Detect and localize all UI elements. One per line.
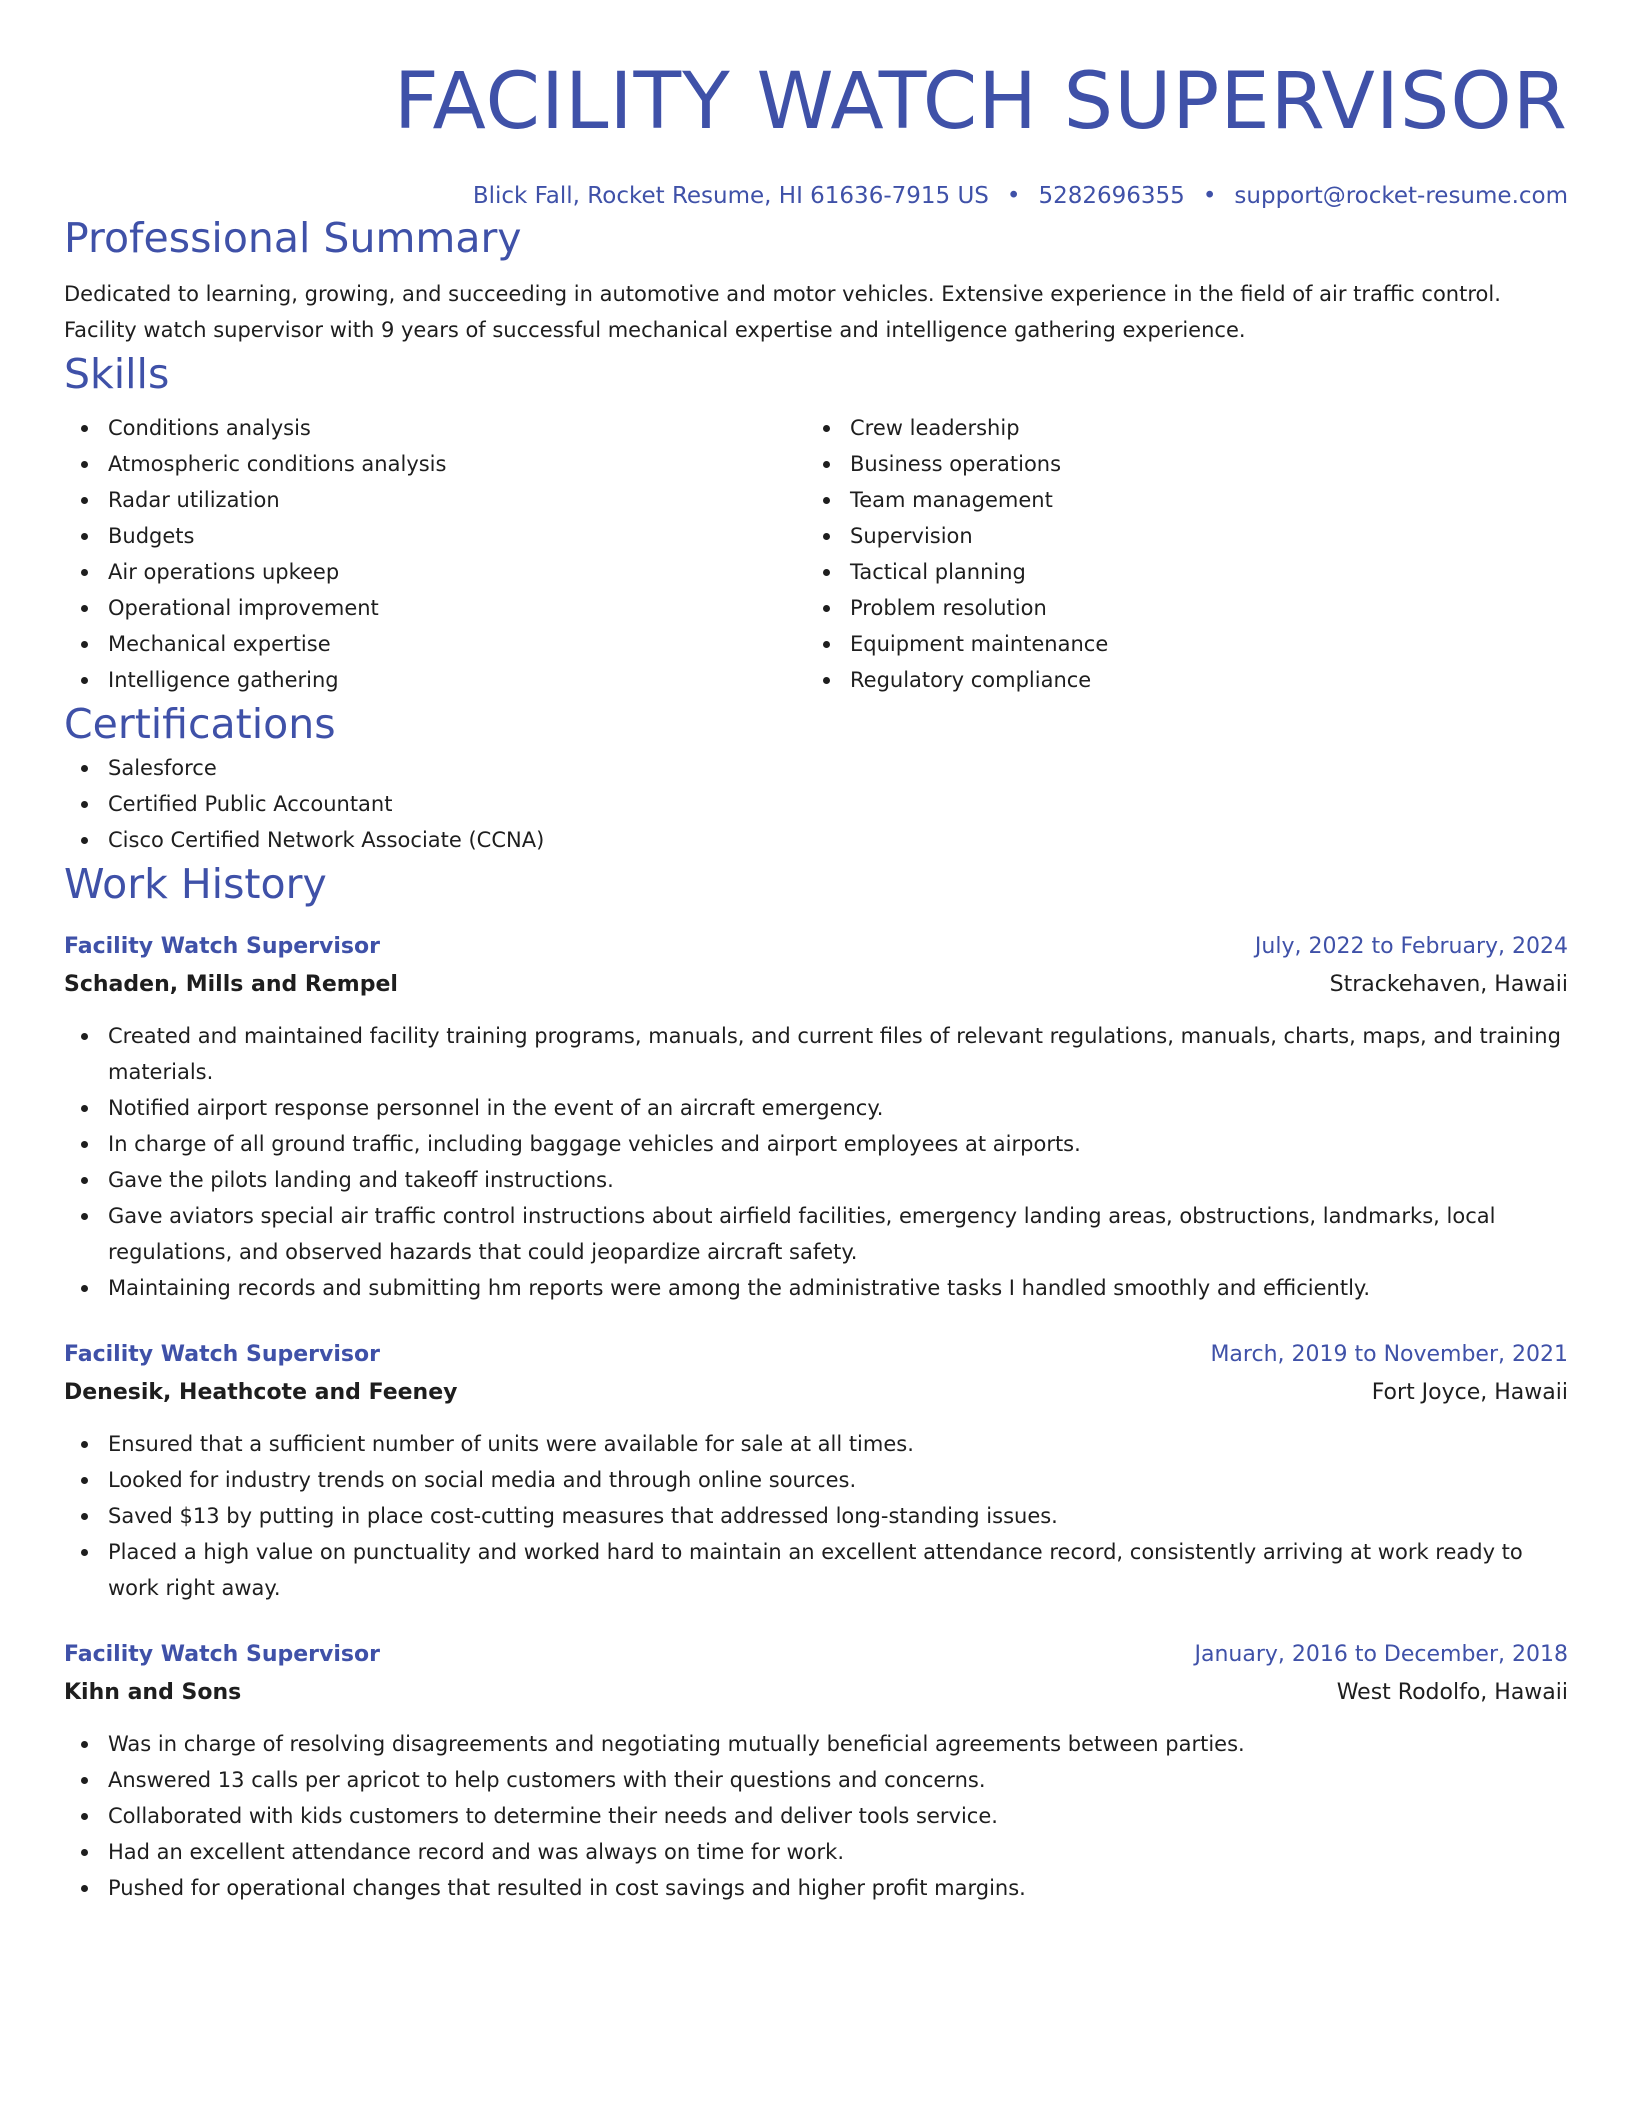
certification-item: Cisco Certified Network Associate (CCNA)	[64, 822, 1568, 858]
job-title: Facility Watch Supervisor	[64, 1342, 380, 1367]
job-bullet: Gave aviators special air traffic control instructions about airfield facilities, emergency landing areas, obstructions, landmarks, local regulations, and observed hazards that could jeopardize aircraft safety.	[64, 1198, 1568, 1270]
skill-item: Equipment maintenance	[806, 626, 1548, 662]
skill-item: Team management	[806, 482, 1548, 518]
job-location: Strackehaven, Hawaii	[1329, 972, 1568, 997]
skill-item: Supervision	[806, 518, 1548, 554]
certification-item: Salesforce	[64, 750, 1568, 786]
job-bullets	[64, 1426, 1568, 1606]
job-bullet: Gave the pilots landing and takeoff instructions.	[64, 1162, 1568, 1198]
contact-separator: •	[1202, 183, 1217, 209]
job-bullet: Maintaining records and submitting hm reports were among the administrative tasks I handled smoothly and efficiently.	[64, 1270, 1568, 1306]
skill-item: Problem resolution	[806, 590, 1548, 626]
job-bullets	[64, 1018, 1568, 1306]
skill-item: Tactical planning	[806, 554, 1548, 590]
contact-email: support@rocket-resume.com	[1234, 183, 1568, 209]
job-bullet: Answered 13 calls per apricot to help customers with their questions and concerns.	[64, 1762, 1568, 1798]
job-company: Schaden, Mills and Rempel	[64, 972, 398, 997]
job-company-row	[64, 1674, 1568, 1712]
job-bullet: Looked for industry trends on social media and through online sources.	[64, 1462, 1568, 1498]
skill-item: Air operations upkeep	[64, 554, 806, 590]
skills-heading: Skills	[64, 350, 170, 398]
job-bullet: Was in charge of resolving disagreements and negotiating mutually beneficial agreements between parties.	[64, 1726, 1568, 1762]
skill-item: Operational improvement	[64, 590, 806, 626]
job-title: Facility Watch Supervisor	[64, 934, 380, 959]
skill-item: Mechanical expertise	[64, 626, 806, 662]
job-bullet: Pushed for operational changes that resulted in cost savings and higher profit margins.	[64, 1870, 1568, 1906]
job-bullet: Created and maintained facility training programs, manuals, and current files of relevant regulations, manuals, charts, maps, and training materials.	[64, 1018, 1568, 1090]
job-company-row	[64, 1374, 1568, 1412]
job-bullet: Had an excellent attendance record and was always on time for work.	[64, 1834, 1568, 1870]
candidate-name: FACILITY WATCH SUPERVISOR	[393, 57, 1568, 147]
job-company: Kihn and Sons	[64, 1680, 242, 1705]
skill-item: Budgets	[64, 518, 806, 554]
skill-item: Atmospheric conditions analysis	[64, 446, 806, 482]
job-title-row	[64, 1636, 1568, 1674]
job-bullet: Ensured that a sufficient number of units were available for sale at all times.	[64, 1426, 1568, 1462]
job-entry	[64, 1336, 1568, 1606]
job-company-row	[64, 966, 1568, 1004]
job-bullets	[64, 1726, 1568, 1906]
job-bullet: Collaborated with kids customers to determine their needs and deliver tools service.	[64, 1798, 1568, 1834]
certification-item: Certified Public Accountant	[64, 786, 1568, 822]
skill-item: Regulatory compliance	[806, 662, 1548, 698]
job-bullet: Saved $13 by putting in place cost-cutting measures that addressed long-standing issues.	[64, 1498, 1568, 1534]
contact-separator: •	[1006, 183, 1021, 209]
skills-columns	[64, 410, 1568, 698]
job-bullet: Notified airport response personnel in the event of an aircraft emergency.	[64, 1090, 1568, 1126]
job-bullet: In charge of all ground traffic, including baggage vehicles and airport employees at airports.	[64, 1126, 1568, 1162]
skills-list-right	[806, 410, 1548, 698]
job-location: Fort Joyce, Hawaii	[1371, 1380, 1568, 1405]
job-title: Facility Watch Supervisor	[64, 1642, 380, 1667]
skill-item: Business operations	[806, 446, 1548, 482]
job-location: West Rodolfo, Hawaii	[1336, 1680, 1568, 1705]
skill-item: Intelligence gathering	[64, 662, 806, 698]
contact-phone: 5282696355	[1038, 183, 1185, 209]
job-title-row	[64, 1336, 1568, 1374]
job-company: Denesik, Heathcote and Feeney	[64, 1380, 458, 1405]
contact-line	[64, 180, 1568, 212]
job-dates: March, 2019 to November, 2021	[1210, 1342, 1568, 1367]
work-history-heading: Work History	[64, 860, 327, 908]
summary-text: Dedicated to learning, growing, and succeeding in automotive and motor vehicles. Extensive experience in the field of air traffic control. Facility watch supervisor with 9 years of successful mechanical expertise and intelligence gathering experience.	[64, 282, 1501, 342]
certifications-heading: Certifications	[64, 700, 336, 748]
skills-list-left	[64, 410, 806, 698]
resume-page	[64, 0, 1568, 1906]
skill-item: Conditions analysis	[64, 410, 806, 446]
skill-item: Crew leadership	[806, 410, 1548, 446]
job-title-row	[64, 928, 1568, 966]
certifications-list	[64, 750, 1568, 858]
contact-address: Blick Fall, Rocket Resume, HI 61636-7915 US	[472, 183, 989, 209]
job-entry	[64, 1636, 1568, 1906]
summary-heading: Professional Summary	[64, 214, 522, 262]
skill-item: Radar utilization	[64, 482, 806, 518]
job-dates: July, 2022 to February, 2024	[1254, 934, 1568, 959]
job-dates: January, 2016 to December, 2018	[1194, 1642, 1568, 1667]
job-bullet: Placed a high value on punctuality and worked hard to maintain an excellent attendance record, consistently arriving at work ready to work right away.	[64, 1534, 1568, 1606]
job-entry	[64, 928, 1568, 1306]
